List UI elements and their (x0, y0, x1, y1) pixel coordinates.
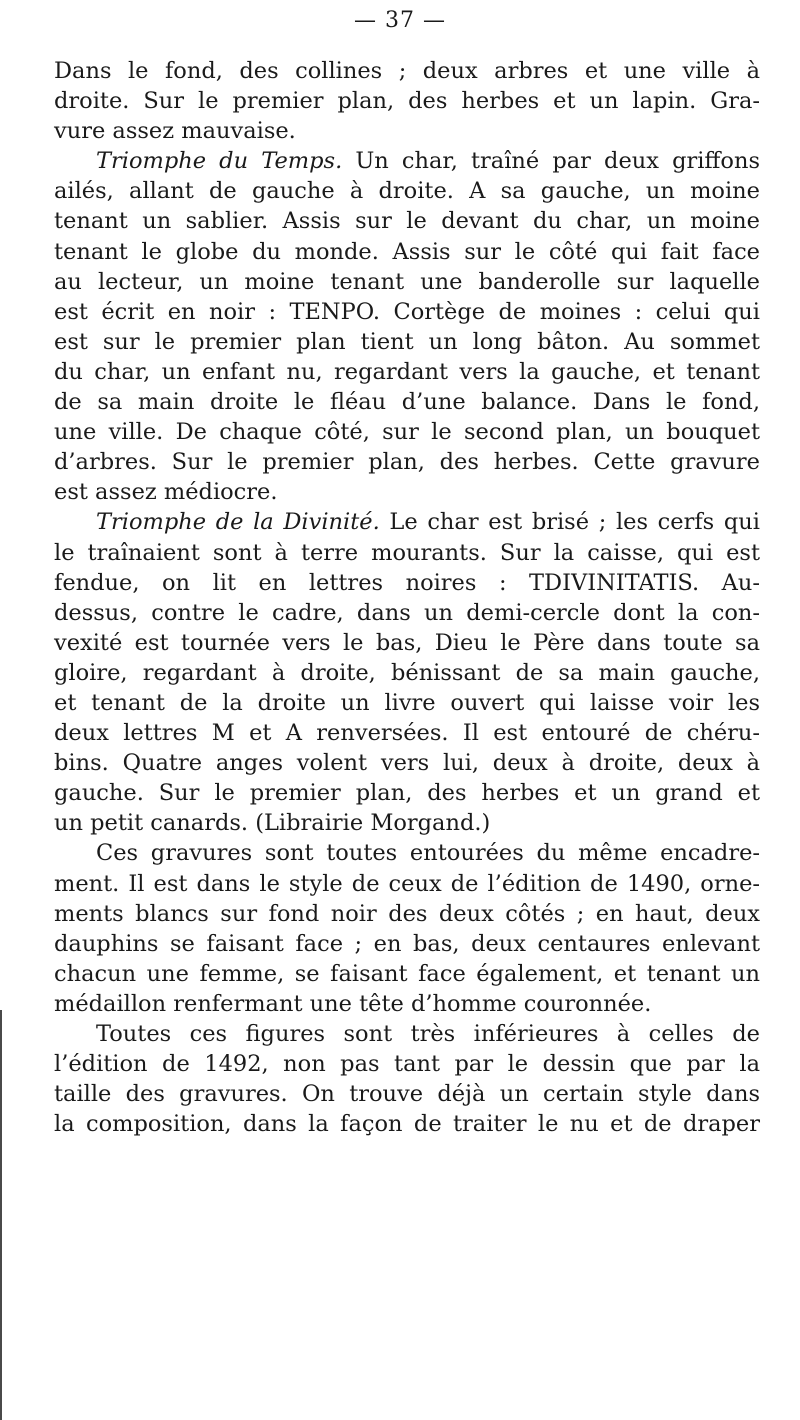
text-line: Toutes ces figures sont très inférieures à celles de (96, 1021, 760, 1047)
text-line: le traînaient sont à terre mourants. Sur la caisse, qui est (54, 539, 760, 566)
text-line: dessus, contre le cadre, dans un demi-cercle dont la con- (54, 599, 760, 626)
text-line: Ces gravures sont toutes entourées du même encadre- (96, 840, 760, 867)
text-line (54, 146, 760, 176)
text-run: Un char, traîné par deux griffons (342, 148, 760, 175)
text-line (54, 507, 760, 537)
text-line: une ville. De chaque côté, sur le second plan, un bouquet (54, 419, 760, 446)
text-line: ailés, allant de gauche à droite. A sa gauche, un moine (54, 178, 760, 205)
text-line: fendue, on lit en lettres noires : TDIVINITATIS. Au- (54, 569, 760, 596)
text-line: taille des gravures. On trouve déjà un certain style dans (54, 1081, 760, 1108)
text-line: ments blancs sur fond noir des deux côtés ; en haut, deux (54, 900, 760, 927)
text-line: est écrit en noir : TENPO. Cortège de moines : celui qui (54, 298, 760, 325)
text-line: dauphins se faisant face ; en bas, deux centaures enlevant (54, 930, 760, 957)
text-line: Dans le fond, des collines ; deux arbres et une ville à (54, 58, 760, 84)
text-line: vure assez mauvaise. (54, 118, 296, 145)
page-number: — 37 — (354, 8, 446, 33)
text-line: du char, un enfant nu, regardant vers la gauche, et tenant (54, 358, 760, 385)
text-line: un petit canards. (Librairie Morgand.) (54, 810, 491, 837)
text-line: au lecteur, un moine tenant une banderolle sur laquelle (54, 268, 760, 295)
text-line: est assez médiocre. (54, 479, 278, 506)
text-line: bins. Quatre anges volent vers lui, deux à droite, deux à (54, 750, 760, 777)
text-line: médaillon renfermant une tête d’homme couronnée. (54, 990, 652, 1017)
text-line: la composition, dans la façon de traiter le nu et de draper (54, 1111, 760, 1138)
text-line: et tenant de la droite un livre ouvert qui laisse voir les (54, 689, 760, 716)
text-line: gloire, regardant à droite, bénissant de sa main gauche, (54, 659, 760, 686)
page-edge-shadow (0, 1010, 2, 1420)
text-line: deux lettres M et A renversées. Il est entouré de chéru- (54, 720, 760, 747)
text-line: droite. Sur le premier plan, des herbes et un lapin. Gra- (54, 88, 760, 115)
text-line: ment. Il est dans le style de ceux de l’édition de 1490, orne- (54, 870, 760, 897)
text-line: gauche. Sur le premier plan, des herbes et un grand et (54, 780, 760, 807)
text-line: tenant un sablier. Assis sur le devant du char, un moine (54, 208, 760, 235)
text-line: est sur le premier plan tient un long bâton. Au sommet (54, 328, 760, 355)
section-title: Triomphe de la Divinité. (96, 509, 380, 536)
text-run: Le char est brisé ; les cerfs qui (379, 509, 760, 536)
text-line: tenant le globe du monde. Assis sur le côté qui fait face (54, 238, 760, 265)
text-line: vexité est tournée vers le bas, Dieu le Père dans toute sa (54, 629, 760, 656)
text-line: l’édition de 1492, non pas tant par le dessin que par la (54, 1051, 760, 1078)
text-line: chacun une femme, se faisant face également, et tenant un (54, 960, 760, 987)
body-text (54, 56, 760, 1139)
text-line: de sa main droite le fléau d’une balance. Dans le fond, (54, 389, 760, 416)
section-title: Triomphe du Temps. (96, 148, 343, 175)
text-line: d’arbres. Sur le premier plan, des herbes. Cette gravure (54, 449, 760, 476)
